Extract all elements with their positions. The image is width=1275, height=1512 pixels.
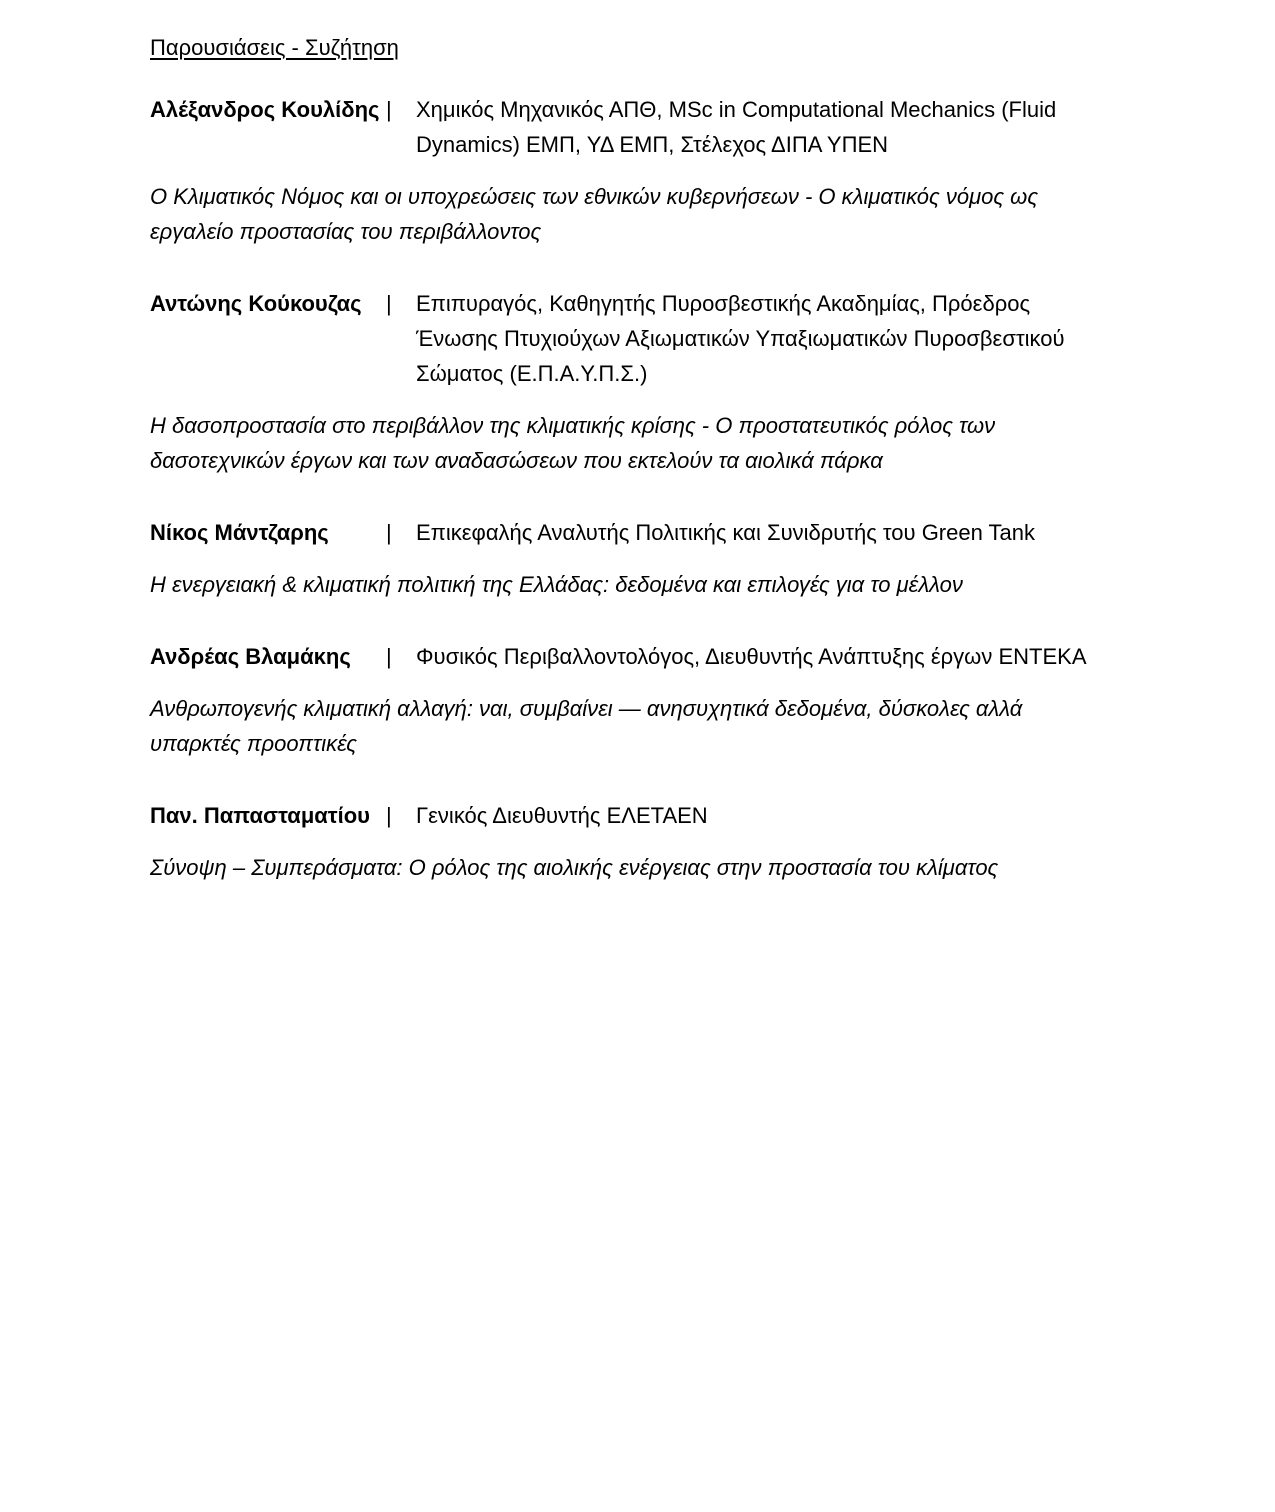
speaker-name: Παν. Παπασταματίου bbox=[150, 803, 370, 828]
separator: | bbox=[386, 291, 392, 316]
speaker-name: Αλέξανδρος Κουλίδης bbox=[150, 97, 380, 122]
speaker-line bbox=[150, 515, 1115, 550]
speaker-entry bbox=[150, 286, 1115, 478]
separator: | bbox=[386, 520, 392, 545]
speaker-role: Χημικός Μηχανικός ΑΠΘ, MSc in Computational Mechanics (Fluid Dynamics) ΕΜΠ, ΥΔ ΕΜΠ, Στέλεχος ΔΙΠΑ ΥΠΕΝ bbox=[416, 97, 1057, 157]
speaker-entry bbox=[150, 798, 1115, 885]
talk-title: Η ενεργειακή & κλιματική πολιτική της Ελλάδας: δεδομένα και επιλογές για το μέλλον bbox=[150, 572, 963, 597]
speaker-line bbox=[150, 639, 1115, 674]
speaker-entry bbox=[150, 639, 1115, 761]
talk-title: Ανθρωπογενής κλιματική αλλαγή: ναι, συμβαίνει — ανησυχητικά δεδομένα, δύσκολες αλλά υπαρκτές προοπτικές bbox=[150, 696, 1023, 756]
separator: | bbox=[386, 644, 392, 669]
speaker-name: Αντώνης Κούκουζας bbox=[150, 291, 362, 316]
speaker-role: Γενικός Διευθυντής ΕΛΕΤΑΕΝ bbox=[416, 803, 708, 828]
section-title: Παρουσιάσεις - Συζήτηση bbox=[150, 35, 399, 60]
speaker-role: Επιπυραγός, Καθηγητής Πυροσβεστικής Ακαδημίας, Πρόεδρος Ένωσης Πτυχιούχων Αξιωματικών Υπαξιωματικών Πυροσβεστικού Σώματος (Ε.Π.Α.Υ.Π.Σ.) bbox=[416, 291, 1065, 386]
separator: | bbox=[386, 97, 392, 122]
speaker-entry bbox=[150, 92, 1115, 249]
speaker-role: Φυσικός Περιβαλλοντολόγος, Διευθυντής Ανάπτυξης έργων ΕΝΤΕΚΑ bbox=[416, 644, 1087, 669]
speaker-line bbox=[150, 92, 1115, 162]
talk-title: Ο Κλιματικός Νόμος και οι υποχρεώσεις των εθνικών κυβερνήσεων - Ο κλιματικός νόμος ως εργαλείο προστασίας του περιβάλλοντος bbox=[150, 184, 1039, 244]
speaker-line bbox=[150, 286, 1115, 391]
separator: | bbox=[386, 803, 392, 828]
speaker-entry bbox=[150, 515, 1115, 602]
talk-title: Η δασοπροστασία στο περιβάλλον της κλιματικής κρίσης - Ο προστατευτικός ρόλος των δασοτεχνικών έργων και των αναδασώσεων που εκτελούν τα αιολικά πάρκα bbox=[150, 413, 996, 473]
talk-title: Σύνοψη – Συμπεράσματα: Ο ρόλος της αιολικής ενέργειας στην προστασία του κλίματος bbox=[150, 855, 999, 880]
speaker-name: Ανδρέας Βλαμάκης bbox=[150, 644, 351, 669]
speaker-line bbox=[150, 798, 1115, 833]
document-page bbox=[150, 32, 1115, 922]
speaker-name: Νίκος Μάντζαρης bbox=[150, 520, 329, 545]
speaker-role: Επικεφαλής Αναλυτής Πολιτικής και Συνιδρυτής του Green Tank bbox=[416, 520, 1036, 545]
